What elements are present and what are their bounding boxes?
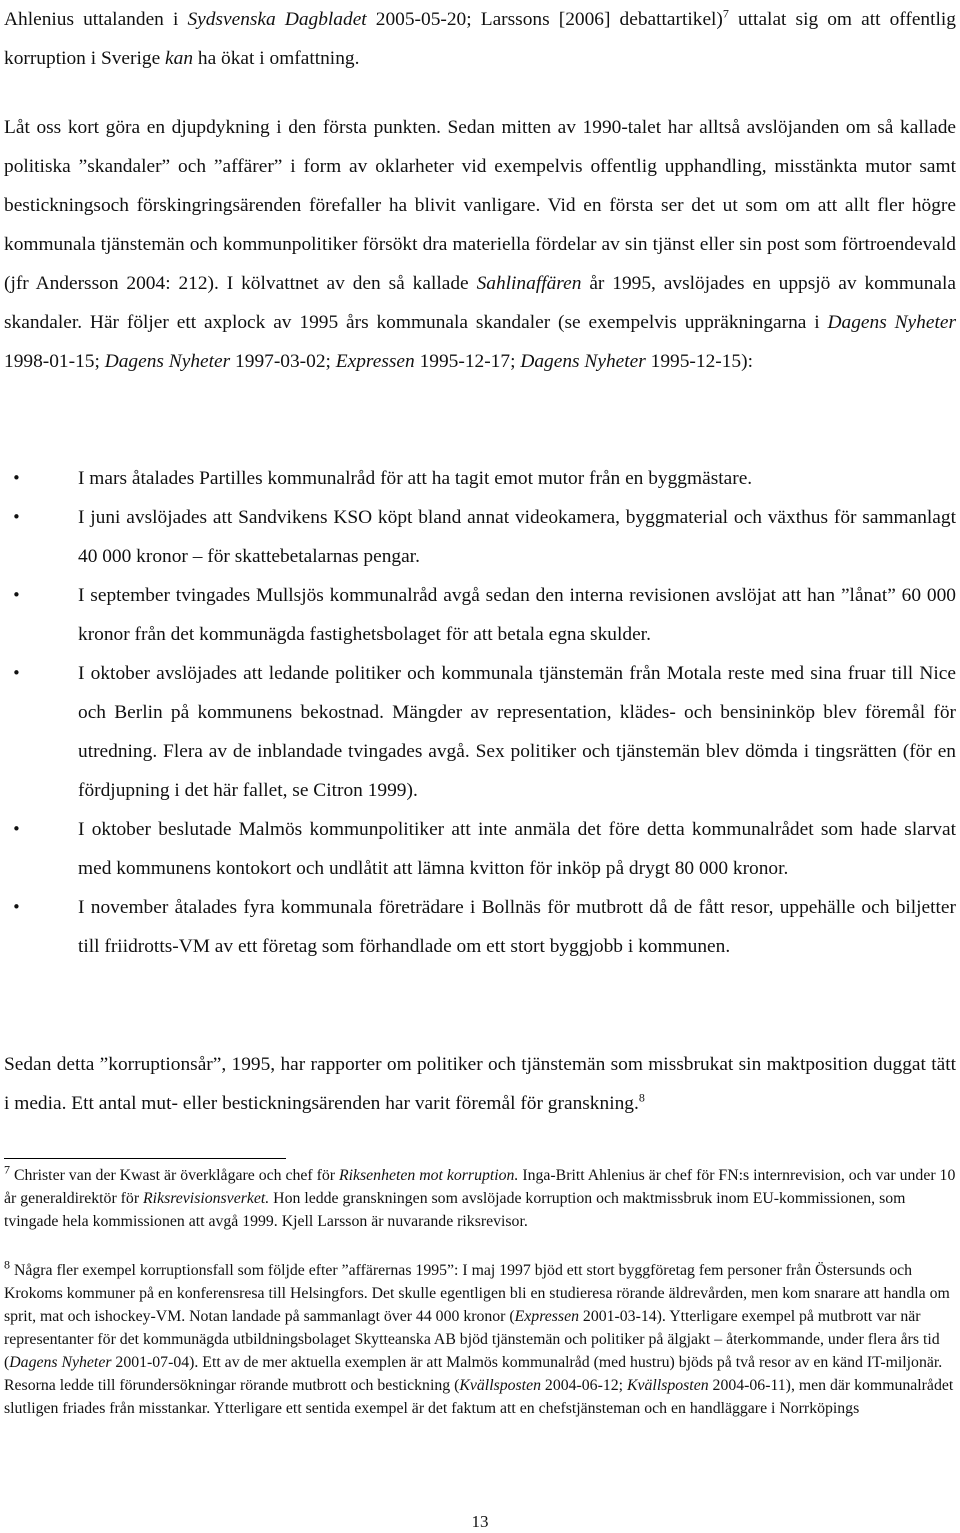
bullet-icon: • [12,820,21,838]
text: ha ökat i omfattning. [193,48,360,69]
italic-term: Riksrevisionsverket. [143,1190,270,1207]
list-item-text: I juni avslöjades att Sandvikens KSO köpt bland annat videokamera, byggmaterial och växthus för sammanlagt 40 000 kronor – för skattebetalarnas pengar. [78,507,956,567]
italic-source: Dagens Nyheter [104,351,231,372]
footnote-ref-7[interactable]: 7 [722,6,729,21]
bullet-icon: • [12,586,21,604]
list-item-text: I mars åtalades Partilles kommunalråd för att ha tagit emot mutor från en byggmästare. [78,468,753,489]
italic-source: Kvällsposten [459,1377,541,1394]
italic-source: Dagens Nyheter [520,351,646,372]
italic-term: Sahlinaffären [476,273,582,294]
text: 2001-07-04). Ett av de mer aktuella exemplen är att Malmös kommunalråd (med hustru) bjöds på två resor av en känd IT-miljonär. Resorna ledde till förundersökningar rörande mutbrott och bestickning ( [4,1354,943,1394]
paragraph-conclusion [4,1045,956,1123]
italic-source: Dagens Nyheter [827,312,956,333]
list-item-text: I november åtalades fyra kommunala företrädare i Bollnäs för mutbrott då de fått resor, uppehälle och biljetter till friidrotts-VM av ett företag som förhandlade om ett stort byggjobb i kommunen. [78,897,956,957]
list-item [4,459,956,498]
list-item-text: I september tvingades Mullsjös kommunalråd avgå sedan den interna revisionen avslöjat att han ”lånat” 60 000 kronor från det kommunägda fastighetsbolaget för att betala egna skulder. [78,585,956,645]
text: Christer van der Kwast är överklågare och chef för [10,1167,339,1184]
list-item [4,654,956,810]
italic-word: kan [165,48,194,69]
list-item [4,810,956,888]
bullet-icon: • [12,469,21,487]
footnote-7 [4,1164,956,1233]
text: Några fler exempel korruptionsfall som följde efter ”affärernas 1995”: I maj 1997 bjöd ett stort byggföretag fem personer från Östersunds och Krokoms kommuner på en konferensresa till Helsingfors. Det skulle egentligen bli en studieresa rörande äldrevården, men kom snarare att handla om sprit, mat och ishockey-VM. Notan landade på sammanlagt över 44 000 kronor ( [4,1262,950,1325]
text: 1998-01-15; [4,351,105,372]
list-item-text: I oktober avslöjades att ledande politiker och kommunala tjänstemän från Motala reste med sina fruar till Nice och Berlin på kommunens bekostnad. Mängder av representation, klädes- och bensininköp blev föremål för utredning. Flera av de inblandade tvingades avgå. Sex politiker och tjänstemän blev dömda i tingsrätten (för en fördjupning i det här fallet, se Citron 1999). [78,663,956,801]
text: 2004-06-11), men där kommunalrådet slutligen friades från misstankar. Ytterligare ett sentida exempel är det faktum att en chefstjänsteman och en handläggare i Norrköpings [4,1377,954,1417]
text: uttalat sig om att offentlig korruption i Sverige [4,9,956,69]
paragraph-deep-dive [4,108,956,381]
italic-source: Expressen [335,351,415,372]
text: år 1995, avslöjades en uppsjö av kommunala skandaler. Här följer ett axplock av 1995 års kommunala skandaler (se exempelvis uppräkningarna i [4,273,957,333]
italic-source: Sydsvenska Dagbladet [187,9,367,30]
text: Inga-Britt Ahlenius är chef för FN:s internrevision, och var under 10 år generaldirektör för [4,1167,956,1207]
text: Låt oss kort göra en djupdykning i den första punkten. Sedan mitten av 1990-talet har alltså avslöjanden om så kallade politiska ”skandaler” och ”affärer” i form av oklarheter vid exempelvis offentlig upphandling, misstänkta mutor samt bestickningsoch förskingringsärenden förefaller ha blivit vanligare. Vid en första ser det ut som om att allt fler högre kommunala tjänstemän och kommunpolitiker försökt dra materiella fördelar av sin tjänst eller sin post som förtroendevald (jfr Andersson 2004: 212). I kölvattnet av den så kallade [4,117,956,294]
italic-source: Kvällsposten [626,1377,709,1394]
text: Hon ledde granskningen som avslöjade korruption och maktmissbruk inom EU-kommissionen, som tvingade hela kommissionen att avgå 1999. Kjell Larsson är nuvarande riksrevisor. [4,1190,906,1230]
text: 1995-12-15): [645,351,753,372]
bullet-icon: • [12,898,21,916]
footnote-ref-8[interactable]: 8 [638,1090,645,1105]
bullet-icon: • [12,508,21,526]
footnote-divider [4,1158,286,1159]
text: 1997-03-02; [230,351,336,372]
text: 1995-12-17; [414,351,521,372]
footnote-number: 8 [4,1257,10,1272]
list-item [4,498,956,576]
text: Ahlenius uttalanden i [4,9,188,30]
bullet-icon: • [12,664,21,682]
list-item-text: I oktober beslutade Malmös kommunpolitiker att inte anmäla det före detta kommunalrådet som hade slarvat med kommunens kontokort och undlåtit att lämna kvitton för inköp på drygt 80 000 kronor. [78,819,956,879]
footnote-8 [4,1259,956,1420]
italic-source: Dagens Nyheter [9,1354,112,1371]
list-item [4,888,956,966]
paragraph-intro [4,0,956,78]
page-number: 13 [471,1512,489,1531]
text: 2001-03-14). Ytterligare exempel på mutbrott var när representanter för det kommunägda utbildningsbolaget Skytteanska AB bjöd tjänstemän och politiker på älgjakt – återkommande, under flera års tid ( [4,1308,940,1371]
italic-source: Expressen [514,1308,579,1325]
italic-term: Riksenheten mot korruption. [338,1167,519,1184]
list-item [4,576,956,654]
text: 2005-05-20; Larssons [2006] debattartikel) [366,9,723,30]
footnote-number: 7 [4,1162,10,1177]
text: 2004-06-12; [540,1377,627,1394]
scandal-list [4,459,956,966]
text: Sedan detta ”korruptionsår”, 1995, har rapporter om politiker och tjänstemän som missbrukat sin maktposition duggat tätt i media. Ett antal mut- eller bestickningsärenden har varit föremål för granskning. [4,1054,956,1114]
